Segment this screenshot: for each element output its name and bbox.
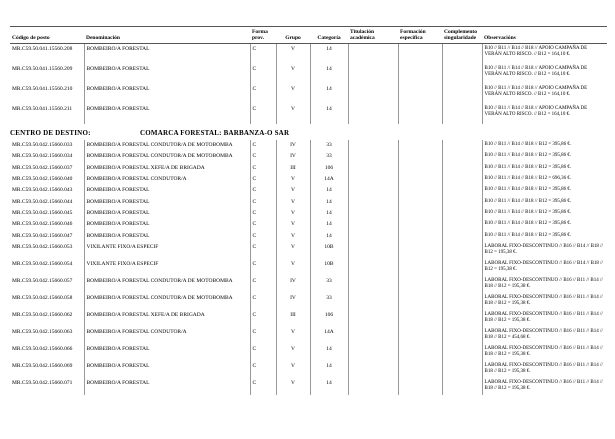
centro-destino-label: CENTRO DE DESTINO: — [10, 129, 91, 138]
cell-complemento — [442, 344, 482, 361]
cell-forma: C — [250, 310, 276, 327]
cell-observacions: LABORAL FIXO-DESCONTINUO // B16 // B11 // B14 // B18 // B12 = 195,38 €. — [482, 293, 607, 310]
cell-forma: C — [250, 344, 276, 361]
cell-titulacion — [348, 361, 398, 378]
cell-observacions: B10 // B11 // B14 // B18 // APOIO CAMPAÑA DE VERÁN ALTO RISCO. // B12 = 164,10 €. — [482, 64, 607, 84]
cell-titulacion — [348, 219, 398, 230]
cell-denominacion: BOMBEIRO/A FORESTAL — [84, 84, 250, 104]
cell-codigo: MR.C59.50.042.15660.047 — [12, 232, 73, 239]
col-header-formacion: Formación específica — [398, 27, 442, 44]
cell-categoria: 14 — [310, 231, 348, 242]
table-row — [10, 310, 607, 327]
cell-grupo: IV — [276, 276, 310, 293]
cell-forma: C — [250, 151, 276, 162]
table-row — [10, 378, 607, 395]
cell-codigo: MR.C59.50.042.15660.046 — [12, 221, 73, 228]
cell-grupo: V — [276, 259, 310, 276]
table-row — [10, 197, 607, 208]
cell-titulacion — [348, 276, 398, 293]
cell-forma: C — [250, 163, 276, 174]
col-header-grupo: Grupo — [276, 27, 310, 44]
cell-denominacion: BOMBEIRO/A FORESTAL CONDUTOR/A — [84, 174, 250, 185]
cell-grupo: V — [276, 231, 310, 242]
cell-codigo: MR.C59.50.042.15660.043 — [12, 187, 73, 194]
table-row — [10, 104, 607, 124]
cell-titulacion — [348, 174, 398, 185]
cell-forma: C — [250, 84, 276, 104]
cell-formacion — [398, 344, 442, 361]
cell-titulacion — [348, 344, 398, 361]
cell-categoria: 10B — [310, 259, 348, 276]
cell-formacion — [398, 259, 442, 276]
cell-titulacion — [348, 293, 398, 310]
cell-categoria: 106 — [310, 310, 348, 327]
cell-denominacion: BOMBEIRO/A FORESTAL CONDUTOR/A DE MOTOBOMBA — [84, 276, 250, 293]
cell-forma: C — [250, 327, 276, 344]
cell-denominacion: VIXILANTE FIXO/A ESPECIF — [84, 242, 250, 259]
cell-observacions: B10 // B11 // B14 // B18 // B12 = 395,86 €. — [482, 197, 607, 208]
cell-formacion — [398, 44, 442, 65]
cell-titulacion — [348, 231, 398, 242]
cell-denominacion: BOMBEIRO/A FORESTAL CONDUTOR/A — [84, 327, 250, 344]
table-row — [10, 44, 607, 65]
cell-observacions: B10 // B11 // B14 // B18 // B12 = 696,36 €. — [482, 174, 607, 185]
cell-denominacion: BOMBEIRO/A FORESTAL — [84, 64, 250, 84]
cell-formacion — [398, 378, 442, 395]
cell-grupo: V — [276, 44, 310, 65]
cell-codigo: MR.C59.50.041.15560.211 — [12, 106, 73, 113]
cell-codigo: MR.C59.50.042.15660.037 — [12, 164, 73, 171]
cell-denominacion: BOMBEIRO/A FORESTAL — [84, 219, 250, 230]
cell-complemento — [442, 276, 482, 293]
cell-complemento — [442, 378, 482, 395]
cell-grupo: IV — [276, 293, 310, 310]
cell-codigo: MR.C59.50.041.15560.208 — [12, 46, 73, 53]
cell-categoria: 33 — [310, 140, 348, 151]
cell-titulacion — [348, 197, 398, 208]
cell-categoria: 33 — [310, 276, 348, 293]
col-header-forma-prov: Forma prov. — [250, 27, 276, 44]
col-header-complemento: Complemento singularidade — [442, 27, 482, 44]
cell-titulacion — [348, 208, 398, 219]
table-row — [10, 84, 607, 104]
cell-denominacion: BOMBEIRO/A FORESTAL CONDUTOR/A DE MOTOBOMBA — [84, 140, 250, 151]
positions-table-section-2 — [10, 140, 607, 395]
cell-formacion — [398, 231, 442, 242]
cell-grupo: V — [276, 84, 310, 104]
cell-categoria: 14 — [310, 197, 348, 208]
cell-complemento — [442, 185, 482, 196]
col-header-titulacion: Titulación académica — [348, 27, 398, 44]
cell-observacions: LABORAL FIXO-DESCONTINUO // B16 // B11 // B14 // B18 // B12 = 195,38 €. — [482, 310, 607, 327]
cell-complemento — [442, 259, 482, 276]
cell-observacions: LABORAL FIXO-DESCONTINUO // B16 // B11 // B14 // B18 // B12 = 195,38 €. — [482, 361, 607, 378]
table-row — [10, 174, 607, 185]
cell-categoria: 14 — [310, 378, 348, 395]
cell-codigo: MR.C59.50.041.15560.209 — [12, 66, 73, 73]
cell-grupo: III — [276, 163, 310, 174]
cell-forma: C — [250, 185, 276, 196]
cell-complemento — [442, 163, 482, 174]
cell-formacion — [398, 197, 442, 208]
cell-formacion — [398, 361, 442, 378]
cell-codigo: MR.C59.50.042.15660.040 — [12, 176, 73, 183]
cell-formacion — [398, 219, 442, 230]
cell-complemento — [442, 151, 482, 162]
cell-grupo: V — [276, 174, 310, 185]
cell-codigo: MR.C59.50.042.15660.071 — [12, 379, 73, 386]
cell-observacions: LABORAL FIXO-DESCONTINUO // B16 // B11 // B14 // B18 // B12 = 195,38 €. — [482, 378, 607, 395]
table-row — [10, 242, 607, 259]
cell-codigo: MR.C59.50.041.15560.210 — [12, 86, 73, 93]
table-row — [10, 344, 607, 361]
cell-complemento — [442, 44, 482, 65]
cell-codigo: MR.C59.50.042.15660.034 — [12, 153, 73, 160]
cell-titulacion — [348, 378, 398, 395]
cell-formacion — [398, 185, 442, 196]
cell-forma: C — [250, 44, 276, 65]
cell-complemento — [442, 84, 482, 104]
cell-observacions: B10 // B11 // B14 // B18 // B12 = 395,86 €. — [482, 231, 607, 242]
cell-grupo: V — [276, 197, 310, 208]
cell-observacions: B10 // B11 // B14 // B18 // B12 = 395,86 €. — [482, 151, 607, 162]
cell-categoria: 14 — [310, 44, 348, 65]
cell-grupo: V — [276, 327, 310, 344]
cell-grupo: V — [276, 344, 310, 361]
cell-forma: C — [250, 378, 276, 395]
cell-denominacion: BOMBEIRO/A FORESTAL — [84, 44, 250, 65]
cell-denominacion: BOMBEIRO/A FORESTAL — [84, 104, 250, 124]
table-row — [10, 231, 607, 242]
cell-complemento — [442, 242, 482, 259]
cell-grupo: V — [276, 219, 310, 230]
cell-grupo: IV — [276, 151, 310, 162]
cell-categoria: 14 — [310, 185, 348, 196]
col-header-codigo: Código de posto — [10, 27, 84, 44]
col-header-categoria: Categoría — [310, 27, 348, 44]
cell-categoria: 14 — [310, 361, 348, 378]
cell-codigo: MR.C59.50.042.15660.054 — [12, 260, 73, 267]
cell-codigo: MR.C59.50.042.15660.069 — [12, 362, 73, 369]
table-row — [10, 219, 607, 230]
cell-categoria: 14 — [310, 84, 348, 104]
cell-forma: C — [250, 219, 276, 230]
cell-forma: C — [250, 140, 276, 151]
cell-grupo: V — [276, 242, 310, 259]
cell-titulacion — [348, 327, 398, 344]
cell-formacion — [398, 242, 442, 259]
cell-complemento — [442, 104, 482, 124]
cell-grupo: V — [276, 104, 310, 124]
cell-titulacion — [348, 310, 398, 327]
cell-codigo: MR.C59.50.042.15660.057 — [12, 277, 73, 284]
cell-categoria: 14 — [310, 208, 348, 219]
cell-observacions: B10 // B11 // B14 // B18 // B12 = 395,86 €. — [482, 163, 607, 174]
cell-formacion — [398, 151, 442, 162]
cell-denominacion: BOMBEIRO/A FORESTAL — [84, 378, 250, 395]
cell-denominacion: BOMBEIRO/A FORESTAL XEFE/A DE BRIGADA — [84, 310, 250, 327]
table-row — [10, 163, 607, 174]
table-row — [10, 293, 607, 310]
cell-observacions: B10 // B11 // B14 // B18 // APOIO CAMPAÑA DE VERÁN ALTO RISCO. // B12 = 164,10 €. — [482, 104, 607, 124]
table-row — [10, 327, 607, 344]
cell-denominacion: BOMBEIRO/A FORESTAL — [84, 361, 250, 378]
cell-categoria: 10B — [310, 242, 348, 259]
cell-forma: C — [250, 259, 276, 276]
cell-complemento — [442, 64, 482, 84]
positions-table-section-1 — [10, 26, 607, 124]
cell-forma: C — [250, 197, 276, 208]
cell-forma: C — [250, 208, 276, 219]
table-row — [10, 259, 607, 276]
table-row — [10, 361, 607, 378]
cell-observacions: B10 // B11 // B14 // B18 // B12 = 395,86 €. — [482, 208, 607, 219]
cell-titulacion — [348, 242, 398, 259]
cell-observacions: LABORAL FIXO-DESCONTINUO // B16 // B11 // B14 // B18 // B12 = 195,38 €. — [482, 276, 607, 293]
cell-complemento — [442, 310, 482, 327]
cell-formacion — [398, 104, 442, 124]
cell-titulacion — [348, 64, 398, 84]
table-row — [10, 140, 607, 151]
cell-codigo: MR.C59.50.042.15660.045 — [12, 209, 73, 216]
cell-forma: C — [250, 104, 276, 124]
cell-codigo: MR.C59.50.042.15660.066 — [12, 345, 73, 352]
cell-forma: C — [250, 231, 276, 242]
cell-denominacion: BOMBEIRO/A FORESTAL — [84, 231, 250, 242]
cell-titulacion — [348, 140, 398, 151]
cell-complemento — [442, 231, 482, 242]
cell-formacion — [398, 276, 442, 293]
positions-table-area — [10, 26, 607, 395]
cell-complemento — [442, 361, 482, 378]
cell-titulacion — [348, 44, 398, 65]
cell-denominacion: BOMBEIRO/A FORESTAL — [84, 208, 250, 219]
cell-titulacion — [348, 163, 398, 174]
cell-categoria: 14A — [310, 174, 348, 185]
cell-denominacion: BOMBEIRO/A FORESTAL CONDUTOR/A DE MOTOBOMBA — [84, 293, 250, 310]
cell-categoria: 33 — [310, 151, 348, 162]
cell-codigo: MR.C59.50.042.15660.044 — [12, 198, 73, 205]
cell-grupo: III — [276, 310, 310, 327]
cell-denominacion: BOMBEIRO/A FORESTAL — [84, 344, 250, 361]
cell-codigo: MR.C59.50.042.15660.062 — [12, 311, 73, 318]
cell-forma: C — [250, 361, 276, 378]
cell-categoria: 33 — [310, 293, 348, 310]
cell-titulacion — [348, 84, 398, 104]
cell-formacion — [398, 293, 442, 310]
cell-grupo: V — [276, 185, 310, 196]
table-row — [10, 151, 607, 162]
cell-observacions: B10 // B11 // B14 // B18 // B12 = 395,86 €. — [482, 140, 607, 151]
table-row — [10, 276, 607, 293]
cell-categoria: 14A — [310, 327, 348, 344]
cell-categoria: 14 — [310, 64, 348, 84]
col-header-observacions: Observacións — [482, 27, 607, 44]
centro-destino-heading — [10, 124, 607, 140]
cell-complemento — [442, 140, 482, 151]
cell-observacions: LABORAL FIXO-DESCONTINUO // B16 // B14 // B18 // B12 = 195,38 €. — [482, 242, 607, 259]
table-row — [10, 64, 607, 84]
table-row — [10, 185, 607, 196]
cell-complemento — [442, 293, 482, 310]
cell-observacions: B10 // B11 // B14 // B18 // B12 = 395,86 €. — [482, 219, 607, 230]
cell-formacion — [398, 140, 442, 151]
cell-formacion — [398, 327, 442, 344]
cell-observacions: B10 // B11 // B14 // B18 // B12 = 395,86 €. — [482, 185, 607, 196]
cell-codigo: MR.C59.50.042.15660.063 — [12, 328, 73, 335]
cell-formacion — [398, 64, 442, 84]
cell-complemento — [442, 327, 482, 344]
comarca-forestal-value: COMARCA FORESTAL: BARBANZA-O SAR — [140, 129, 290, 138]
table-row — [10, 208, 607, 219]
cell-formacion — [398, 163, 442, 174]
cell-observacions: LABORAL FIXO-DESCONTINUO // B16 // B14 // B18 // B12 = 195,38 €. — [482, 259, 607, 276]
cell-categoria: 106 — [310, 163, 348, 174]
cell-grupo: V — [276, 361, 310, 378]
col-header-denominacion: Denominación — [84, 27, 250, 44]
cell-forma: C — [250, 242, 276, 259]
cell-formacion — [398, 310, 442, 327]
cell-formacion — [398, 174, 442, 185]
cell-complemento — [442, 219, 482, 230]
cell-forma: C — [250, 293, 276, 310]
cell-observacions: LABORAL FIXO-DESCONTINUO // B16 // B11 // B14 // B18 // B12 = 195,38 €. — [482, 344, 607, 361]
cell-grupo: V — [276, 378, 310, 395]
cell-categoria: 14 — [310, 219, 348, 230]
cell-denominacion: BOMBEIRO/A FORESTAL — [84, 185, 250, 196]
cell-codigo: MR.C59.50.042.15660.058 — [12, 294, 73, 301]
cell-categoria: 14 — [310, 104, 348, 124]
cell-grupo: V — [276, 64, 310, 84]
cell-titulacion — [348, 185, 398, 196]
cell-observacions: B10 // B11 // B14 // B18 // APOIO CAMPAÑA DE VERÁN ALTO RISCO. // B12 = 164,10 €. — [482, 84, 607, 104]
cell-observacions: B10 // B11 // B14 // B18 // APOIO CAMPAÑA DE VERÁN ALTO RISCO. // B12 = 164,10 €. — [482, 44, 607, 65]
cell-forma: C — [250, 64, 276, 84]
cell-observacions: LABORAL FIXO-DESCONTINUO // B16 // B11 // B14 // B18 // B12 = 454,68 €. — [482, 327, 607, 344]
cell-formacion — [398, 208, 442, 219]
cell-complemento — [442, 208, 482, 219]
cell-denominacion: VIXILANTE FIXO/A ESPECIF — [84, 259, 250, 276]
cell-denominacion: BOMBEIRO/A FORESTAL — [84, 197, 250, 208]
cell-grupo: IV — [276, 140, 310, 151]
cell-complemento — [442, 197, 482, 208]
cell-forma: C — [250, 276, 276, 293]
cell-denominacion: BOMBEIRO/A FORESTAL CONDUTOR/A DE MOTOBOMBA — [84, 151, 250, 162]
cell-forma: C — [250, 174, 276, 185]
cell-complemento — [442, 174, 482, 185]
cell-codigo: MR.C59.50.042.15660.053 — [12, 243, 73, 250]
cell-grupo: V — [276, 208, 310, 219]
table-header-row — [10, 27, 607, 44]
cell-titulacion — [348, 104, 398, 124]
cell-titulacion — [348, 259, 398, 276]
cell-codigo: MR.C59.50.042.15660.033 — [12, 142, 73, 149]
cell-denominacion: BOMBEIRO/A FORESTAL XEFE/A DE BRIGADA — [84, 163, 250, 174]
cell-formacion — [398, 84, 442, 104]
cell-titulacion — [348, 151, 398, 162]
cell-categoria: 14 — [310, 344, 348, 361]
